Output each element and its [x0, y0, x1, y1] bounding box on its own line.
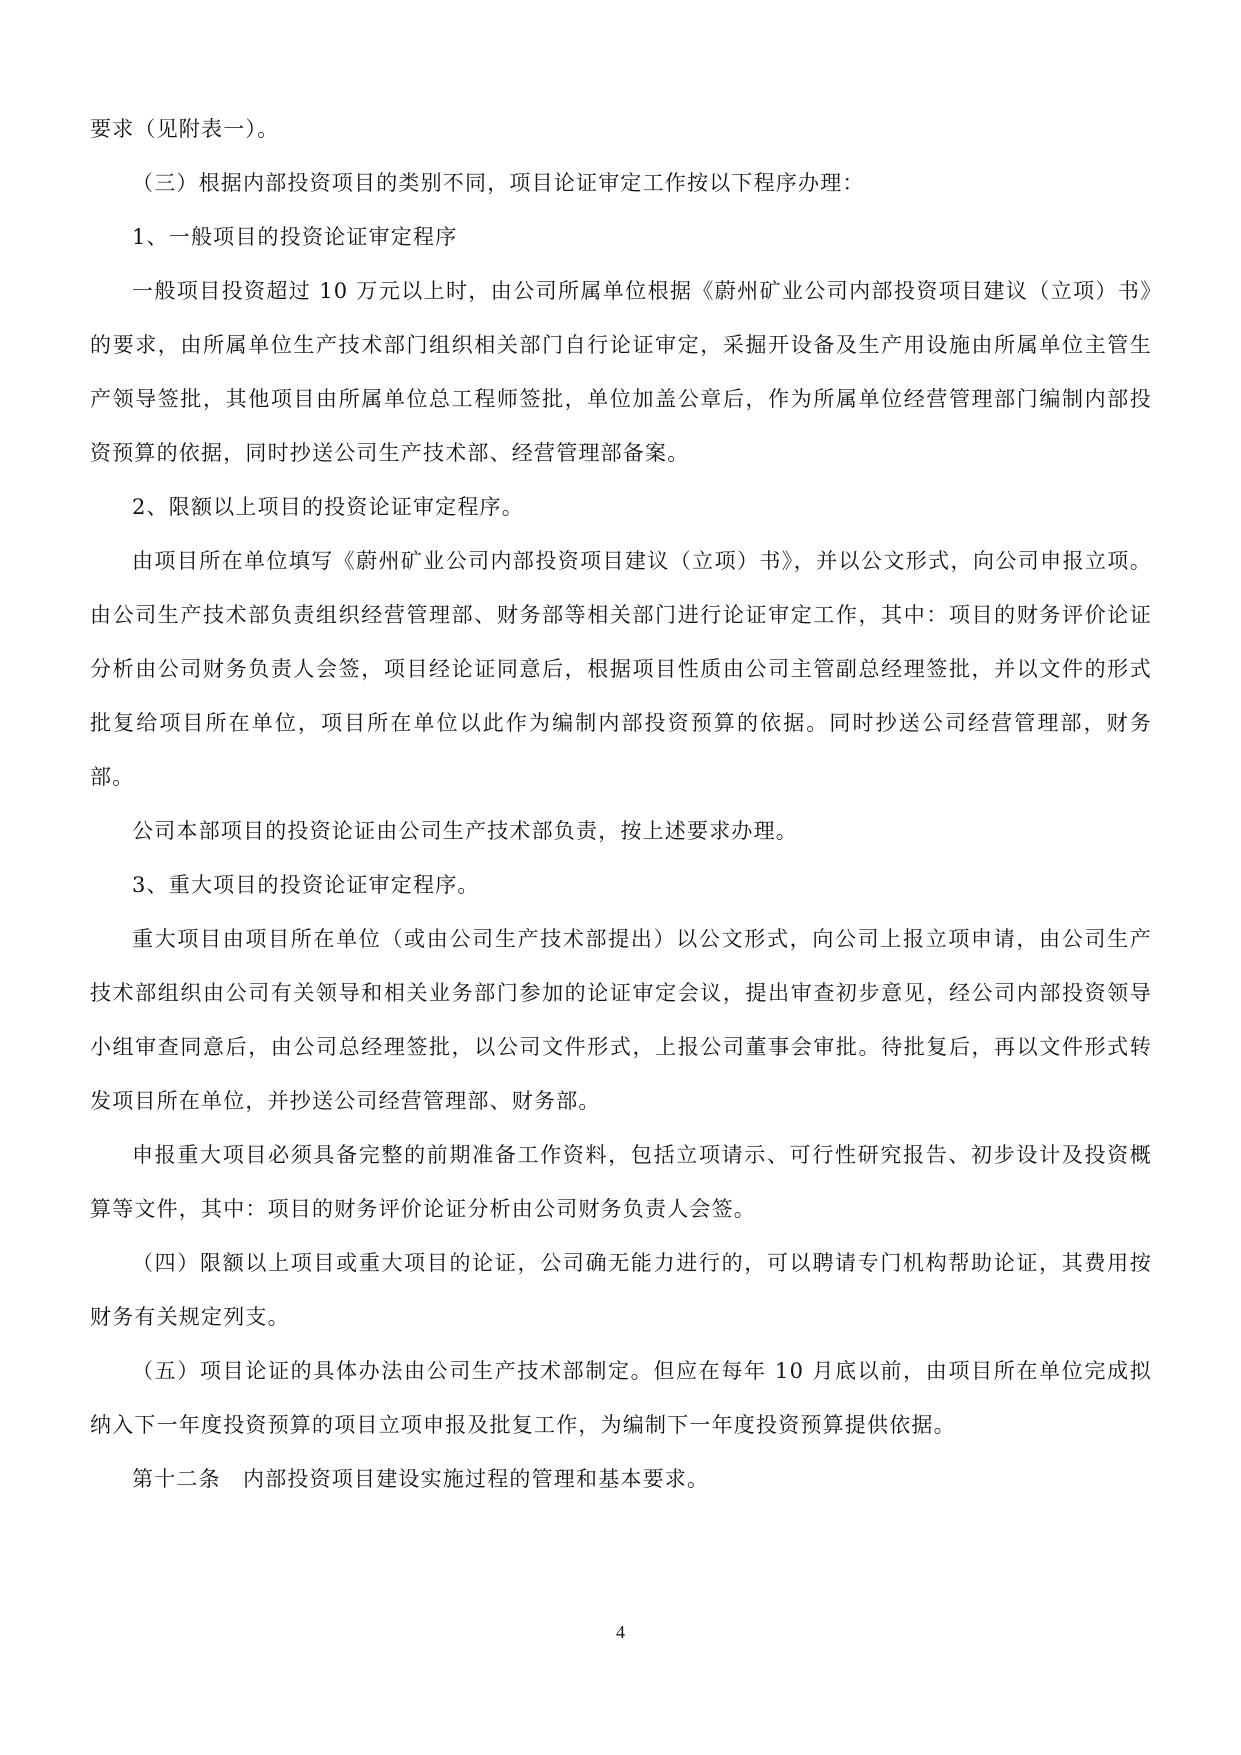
paragraph-1: 要求（见附表一）。 [90, 117, 280, 141]
paragraph-5: 2、限额以上项目的投资论证审定程序。 [132, 495, 524, 519]
paragraph-8: 3、重大项目的投资论证审定程序。 [132, 873, 480, 897]
paragraph-7: 公司本部项目的投资论证由公司生产技术部负责，按上述要求办理。 [132, 819, 798, 843]
paragraph-3: 1、一般项目的投资论证审定程序 [132, 225, 458, 249]
paragraph-10: 申报重大项目必须具备完整的前期准备工作资料，包括立项请示、可行性研究报告、初步设计及投资概算等文件，其中：项目的财务评价论证分析由公司财务负责人会签。 [90, 1143, 1152, 1221]
document-body [90, 102, 1152, 1506]
paragraph-9: 重大项目由项目所在单位（或由公司生产技术部提出）以公文形式，向公司上报立项申请，由公司生产技术部组织由公司有关领导和相关业务部门参加的论证审定会议，提出审查初步意见，经公司内部投资领导小组审查同意后，由公司总经理签批，以公司文件形式，上报公司董事会审批。待批复后，再以文件形式转发项目所在单位，并抄送公司经营管理部、财务部。 [90, 927, 1152, 1113]
paragraph-11: （四）限额以上项目或重大项目的论证，公司确无能力进行的，可以聘请专门机构帮助论证，其费用按财务有关规定列支。 [90, 1251, 1152, 1329]
paragraph-4: 一般项目投资超过 10 万元以上时，由公司所属单位根据《蔚州矿业公司内部投资项目建议（立项）书》的要求，由所属单位生产技术部门组织相关部门自行论证审定，采掘开设备及生产用设施由所属单位主管生产领导签批，其他项目由所属单位总工程师签批，单位加盖公章后，作为所属单位经营管理部门编制内部投资预算的依据，同时抄送公司生产技术部、经营管理部备案。 [90, 279, 1152, 465]
paragraph-2: （三）根据内部投资项目的类别不同，项目论证审定工作按以下程序办理： [132, 171, 865, 195]
paragraph-12: （五）项目论证的具体办法由公司生产技术部制定。但应在每年 10 月底以前，由项目所在单位完成拟纳入下一年度投资预算的项目立项申报及批复工作，为编制下一年度投资预算提供依据。 [90, 1359, 1152, 1437]
paragraph-6: 由项目所在单位填写《蔚州矿业公司内部投资项目建议（立项）书》，并以公文形式，向公司申报立项。由公司生产技术部负责组织经营管理部、财务部等相关部门进行论证审定工作，其中：项目的财务评价论证分析由公司财务负责人会签，项目经论证同意后，根据项目性质由公司主管副总经理签批，并以文件的形式批复给项目所在单位，项目所在单位以此作为编制内部投资预算的依据。同时抄送公司经营管理部，财务部。 [90, 549, 1152, 789]
paragraph-13: 第十二条 内部投资项目建设实施过程的管理和基本要求。 [132, 1467, 710, 1491]
page-number: 4 [616, 1622, 625, 1642]
